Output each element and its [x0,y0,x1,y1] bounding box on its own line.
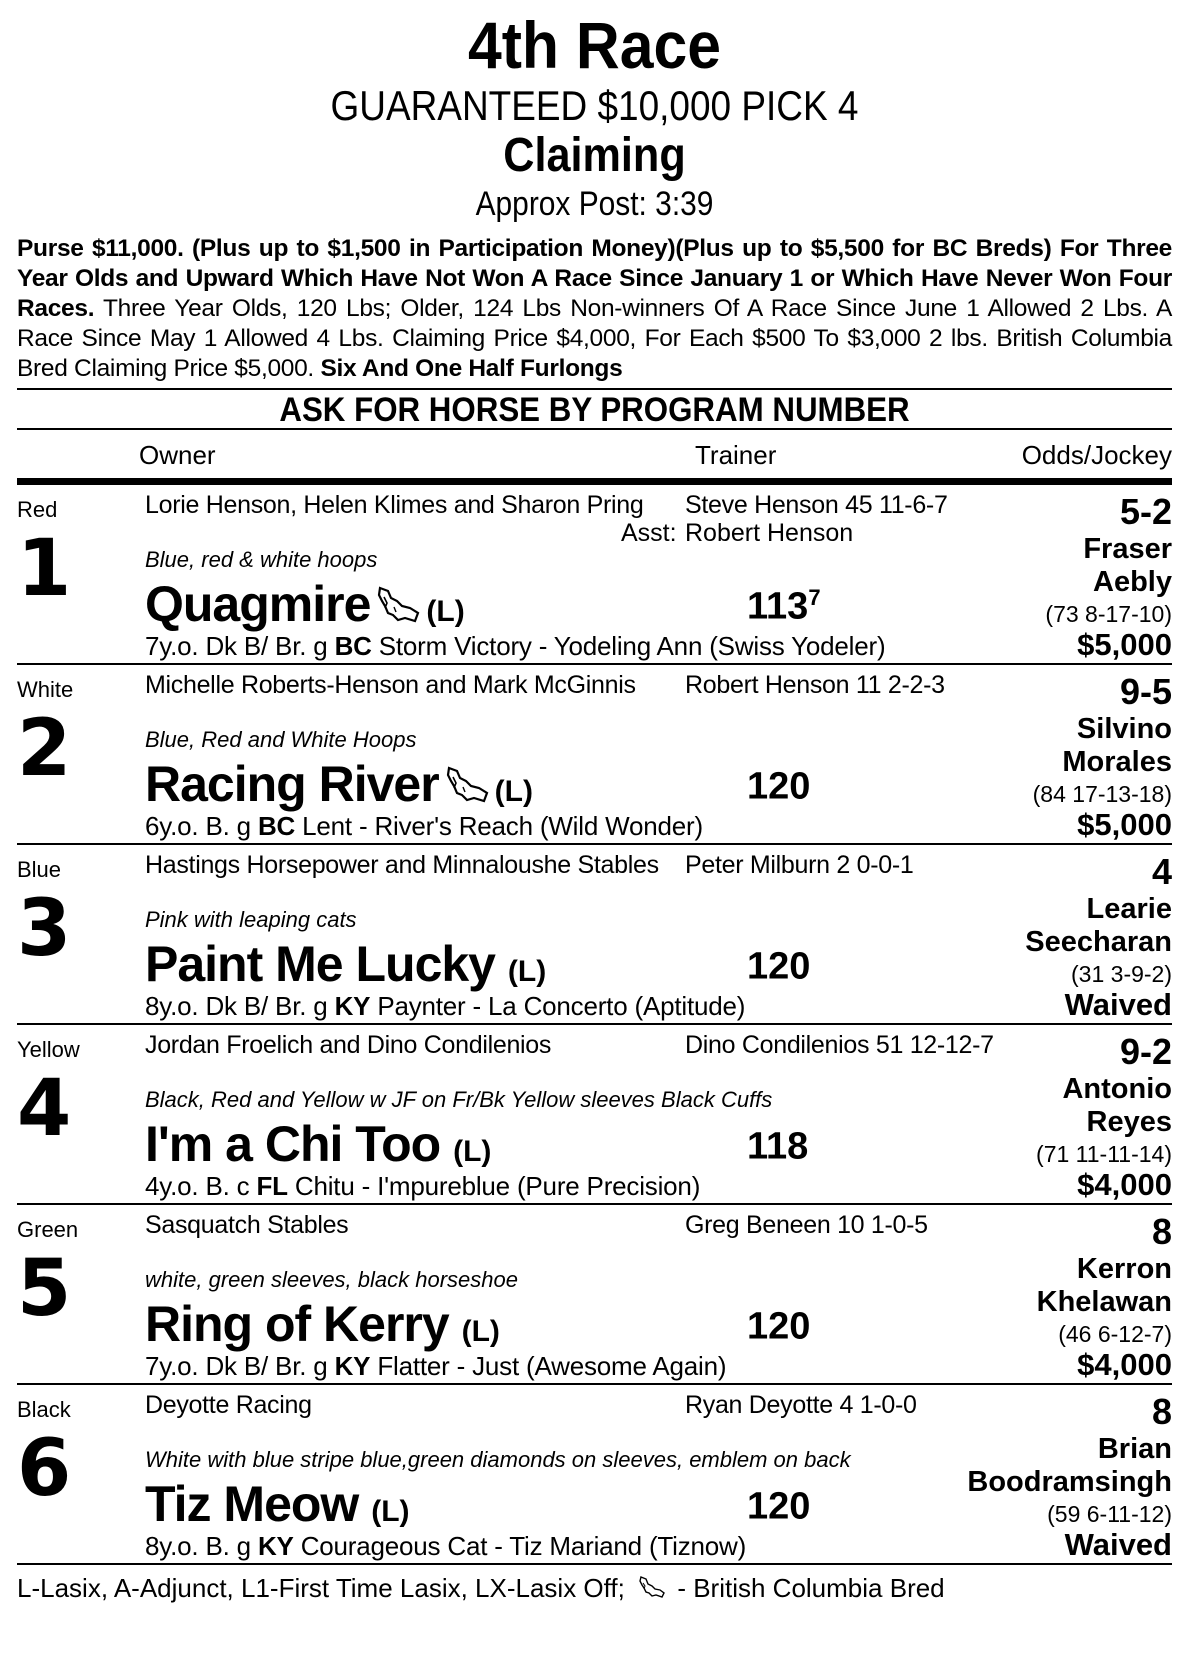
horse-name: I'm a Chi Too [145,1116,441,1172]
morning-line-odds: 4 [1151,851,1172,892]
program-number: 6 [17,1424,72,1514]
odds-jockey-header: Odds/Jockey [1021,440,1172,470]
program-number: 3 [17,884,72,974]
conditions-plain: Three Year Olds, 120 Lbs; Older, 124 Lbs Non-winners Of A Race Since June 1 Allowed 2 Lbs. A Race Since May 1 Allowed 4 Lbs. Claiming Price $4,000, For Each $500 To $3,000 2 lbs. British Columbia Bred Claiming Price $5,000. [17,295,1172,382]
saddlecloth-color: Yellow [17,1037,80,1062]
footer-legend [17,1573,1172,1606]
horse-name: Quagmire [145,576,371,632]
program-number: 5 [17,1244,72,1334]
jockey-stats: (84 17-13-18) [1032,781,1172,807]
weight-value: 113 [747,585,809,628]
morning-line-odds: 8 [1151,1211,1172,1252]
jockey-first-name: Learie [1086,893,1172,925]
weight-value: 120 [747,765,811,808]
jockey-stats: (31 3-9-2) [1071,961,1172,987]
conditions-bold: Purse $11,000. (Plus up to $1,500 in Participation Money)(Plus up to $5,500 for BC Breds) For Three Year Olds and Upward Which Have Not Won A Race Since January 1 or Which Have Never Won Four Races. [17,235,1172,322]
saddlecloth-color: Green [17,1217,79,1242]
horse-name: Racing River [145,756,439,812]
owner: Michelle Roberts-Henson and Mark McGinnis [145,671,636,699]
bc-map-icon [638,1575,666,1606]
saddlecloth-color: Red [17,497,58,522]
weight-value: 120 [747,1305,811,1348]
pedigree: Flatter - Just (Awesome Again) [377,1351,727,1381]
column-headers [17,430,1172,478]
state-bred: KY [334,1351,371,1381]
pedigree: Lent - River's Reach (Wild Wonder) [302,811,703,841]
weight [747,1125,808,1169]
trainer: Steve Henson 45 11-6-7 [685,491,948,519]
owner: Hastings Horsepower and Minnaloushe Stables [145,851,659,879]
entry-row [17,1205,1172,1385]
trainer-header: Trainer [695,440,777,470]
race-conditions [17,234,1172,384]
saddlecloth-color: Blue [17,857,62,882]
medication: (L) [426,595,465,628]
program-number: 2 [17,704,72,794]
medication: (L) [494,775,533,808]
jockey-first-name: Silvino [1076,713,1172,745]
entry-row [17,845,1172,1025]
horse-name: Ring of Kerry [145,1296,449,1352]
morning-line-odds: 8 [1151,1391,1172,1432]
medication: (L) [371,1495,410,1528]
silks-description: White with blue stripe blue,green diamonds on sleeves, emblem on back [145,1447,851,1472]
breeding-line [145,811,703,842]
medication-legend: L-Lasix, A-Adjunct, L1-First Time Lasix, LX-Lasix Off; [17,1573,625,1603]
medication: (L) [453,1135,492,1168]
race-title: 4th Race [467,8,722,82]
claiming-price: $5,000 [1077,627,1172,662]
age-sex: 4y.o. B. c [145,1171,250,1201]
jockey-last-name: Khelawan [1036,1286,1172,1318]
conditions-distance: Six And One Half Furlongs [320,355,623,382]
horse-name: Tiz Meow [145,1476,359,1532]
assistant-label: Asst: [621,519,677,547]
state-bred: FL [256,1171,288,1201]
weight-value: 118 [747,1125,809,1168]
morning-line-odds: 9-5 [1119,671,1172,712]
race-type: Claiming [503,129,686,182]
claiming-price: Waived [1064,1527,1172,1562]
saddlecloth-color: White [17,677,74,702]
bc-bred-icon [376,579,422,637]
entry-row [17,485,1172,665]
jockey-last-name: Reyes [1086,1106,1172,1138]
saddlecloth-color: Black [17,1397,71,1422]
trainer: Dino Condilenios 51 12-12-7 [685,1031,994,1059]
silks-description: Blue, Red and White Hoops [145,727,417,752]
breeding-line [145,1171,700,1202]
trainer: Peter Milburn 2 0-0-1 [685,851,914,879]
ask-banner-box [17,388,1172,430]
entry-row [17,1025,1172,1205]
weight [747,1305,810,1349]
pedigree: Courageous Cat - Tiz Mariand (Tiznow) [300,1531,747,1561]
jockey-last-name: Morales [1062,746,1172,778]
horse-name: Paint Me Lucky [145,936,495,992]
owner: Deyotte Racing [145,1391,312,1419]
program-number: 4 [17,1064,72,1154]
state-bred: KY [334,991,371,1021]
breeding-line [145,631,885,662]
breeding-line [145,991,745,1022]
silks-description: Pink with leaping cats [145,907,357,932]
state-bred: BC [334,631,372,661]
owner-header: Owner [139,440,216,470]
age-sex: 8y.o. B. g [145,1531,251,1561]
program-number: 1 [17,524,72,614]
header-divider [17,478,1172,485]
state-bred: KY [257,1531,294,1561]
weight [747,1485,810,1529]
owner: Jordan Froelich and Dino Condilenios [145,1031,552,1059]
jockey-stats: (59 6-11-12) [1047,1501,1172,1527]
trainer: Robert Henson 11 2-2-3 [685,671,945,699]
guarantee-line: GUARANTEED $10,000 PICK 4 [330,82,859,129]
jockey-last-name: Boodramsingh [967,1466,1172,1498]
jockey-first-name: Brian [1097,1433,1172,1465]
jockey-first-name: Kerron [1076,1253,1172,1285]
state-bred: BC [257,811,296,841]
jockey-name [1062,713,1172,779]
age-sex: 7y.o. Dk B/ Br. g [145,1351,328,1381]
weight [747,765,810,809]
claiming-price: $4,000 [1077,1167,1172,1202]
age-sex: 7y.o. Dk B/ Br. g [145,631,328,661]
weight-value: 120 [747,1485,811,1528]
weight [747,585,821,629]
assistant-trainer: Robert Henson [685,519,854,547]
jockey-name [1083,533,1172,599]
breeding-line [145,1351,726,1382]
weight [747,945,810,989]
bc-legend: - British Columbia Bred [677,1573,945,1603]
jockey-last-name: Seecharan [1025,926,1172,958]
jockey-stats: (73 8-17-10) [1045,601,1172,627]
owner: Lorie Henson, Helen Klimes and Sharon Pring [145,491,644,519]
trainer: Greg Beneen 10 1-0-5 [685,1211,928,1239]
ask-banner: ASK FOR HORSE BY PROGRAM NUMBER [279,391,910,429]
jockey-stats: (71 11-11-14) [1036,1141,1172,1167]
post-time: Approx Post: 3:39 [475,185,714,223]
age-sex: 8y.o. Dk B/ Br. g [145,991,328,1021]
silks-description: white, green sleeves, black horseshoe [145,1267,518,1292]
jockey-last-name: Aebly [1093,566,1172,598]
morning-line-odds: 9-2 [1119,1031,1172,1072]
silks-description: Blue, red & white hoops [145,547,378,572]
owner: Sasquatch Stables [145,1211,349,1239]
breeding-line [145,1531,746,1562]
bc-bred-icon [445,759,491,817]
jockey-name [1062,1073,1172,1139]
medication: (L) [461,1315,500,1348]
age-sex: 6y.o. B. g [145,811,251,841]
claiming-price: $4,000 [1077,1347,1172,1382]
entries-list [17,485,1172,1565]
jockey-stats: (46 6-12-7) [1058,1321,1172,1347]
morning-line-odds: 5-2 [1119,491,1172,532]
pedigree: Storm Victory - Yodeling Ann (Swiss Yodeler) [378,631,886,661]
claiming-price: $5,000 [1077,807,1172,842]
pedigree: Chitu - I'mpureblue (Pure Precision) [294,1171,701,1201]
jockey-name [1037,1253,1172,1319]
race-program-page [17,0,1172,1606]
entry-row [17,665,1172,845]
medication: (L) [507,955,547,988]
claiming-price: Waived [1064,987,1172,1022]
weight-allowance: 7 [808,585,821,610]
weight-value: 120 [747,945,811,988]
entry-row [17,1385,1172,1565]
jockey-name [967,1433,1172,1499]
jockey-name [1025,893,1172,959]
jockey-first-name: Fraser [1083,533,1172,565]
trainer: Ryan Deyotte 4 1-0-0 [685,1391,917,1419]
pedigree: Paynter - La Concerto (Aptitude) [377,991,746,1021]
silks-description: Black, Red and Yellow w JF on Fr/Bk Yellow sleeves Black Cuffs [145,1087,773,1112]
jockey-first-name: Antonio [1062,1073,1172,1105]
